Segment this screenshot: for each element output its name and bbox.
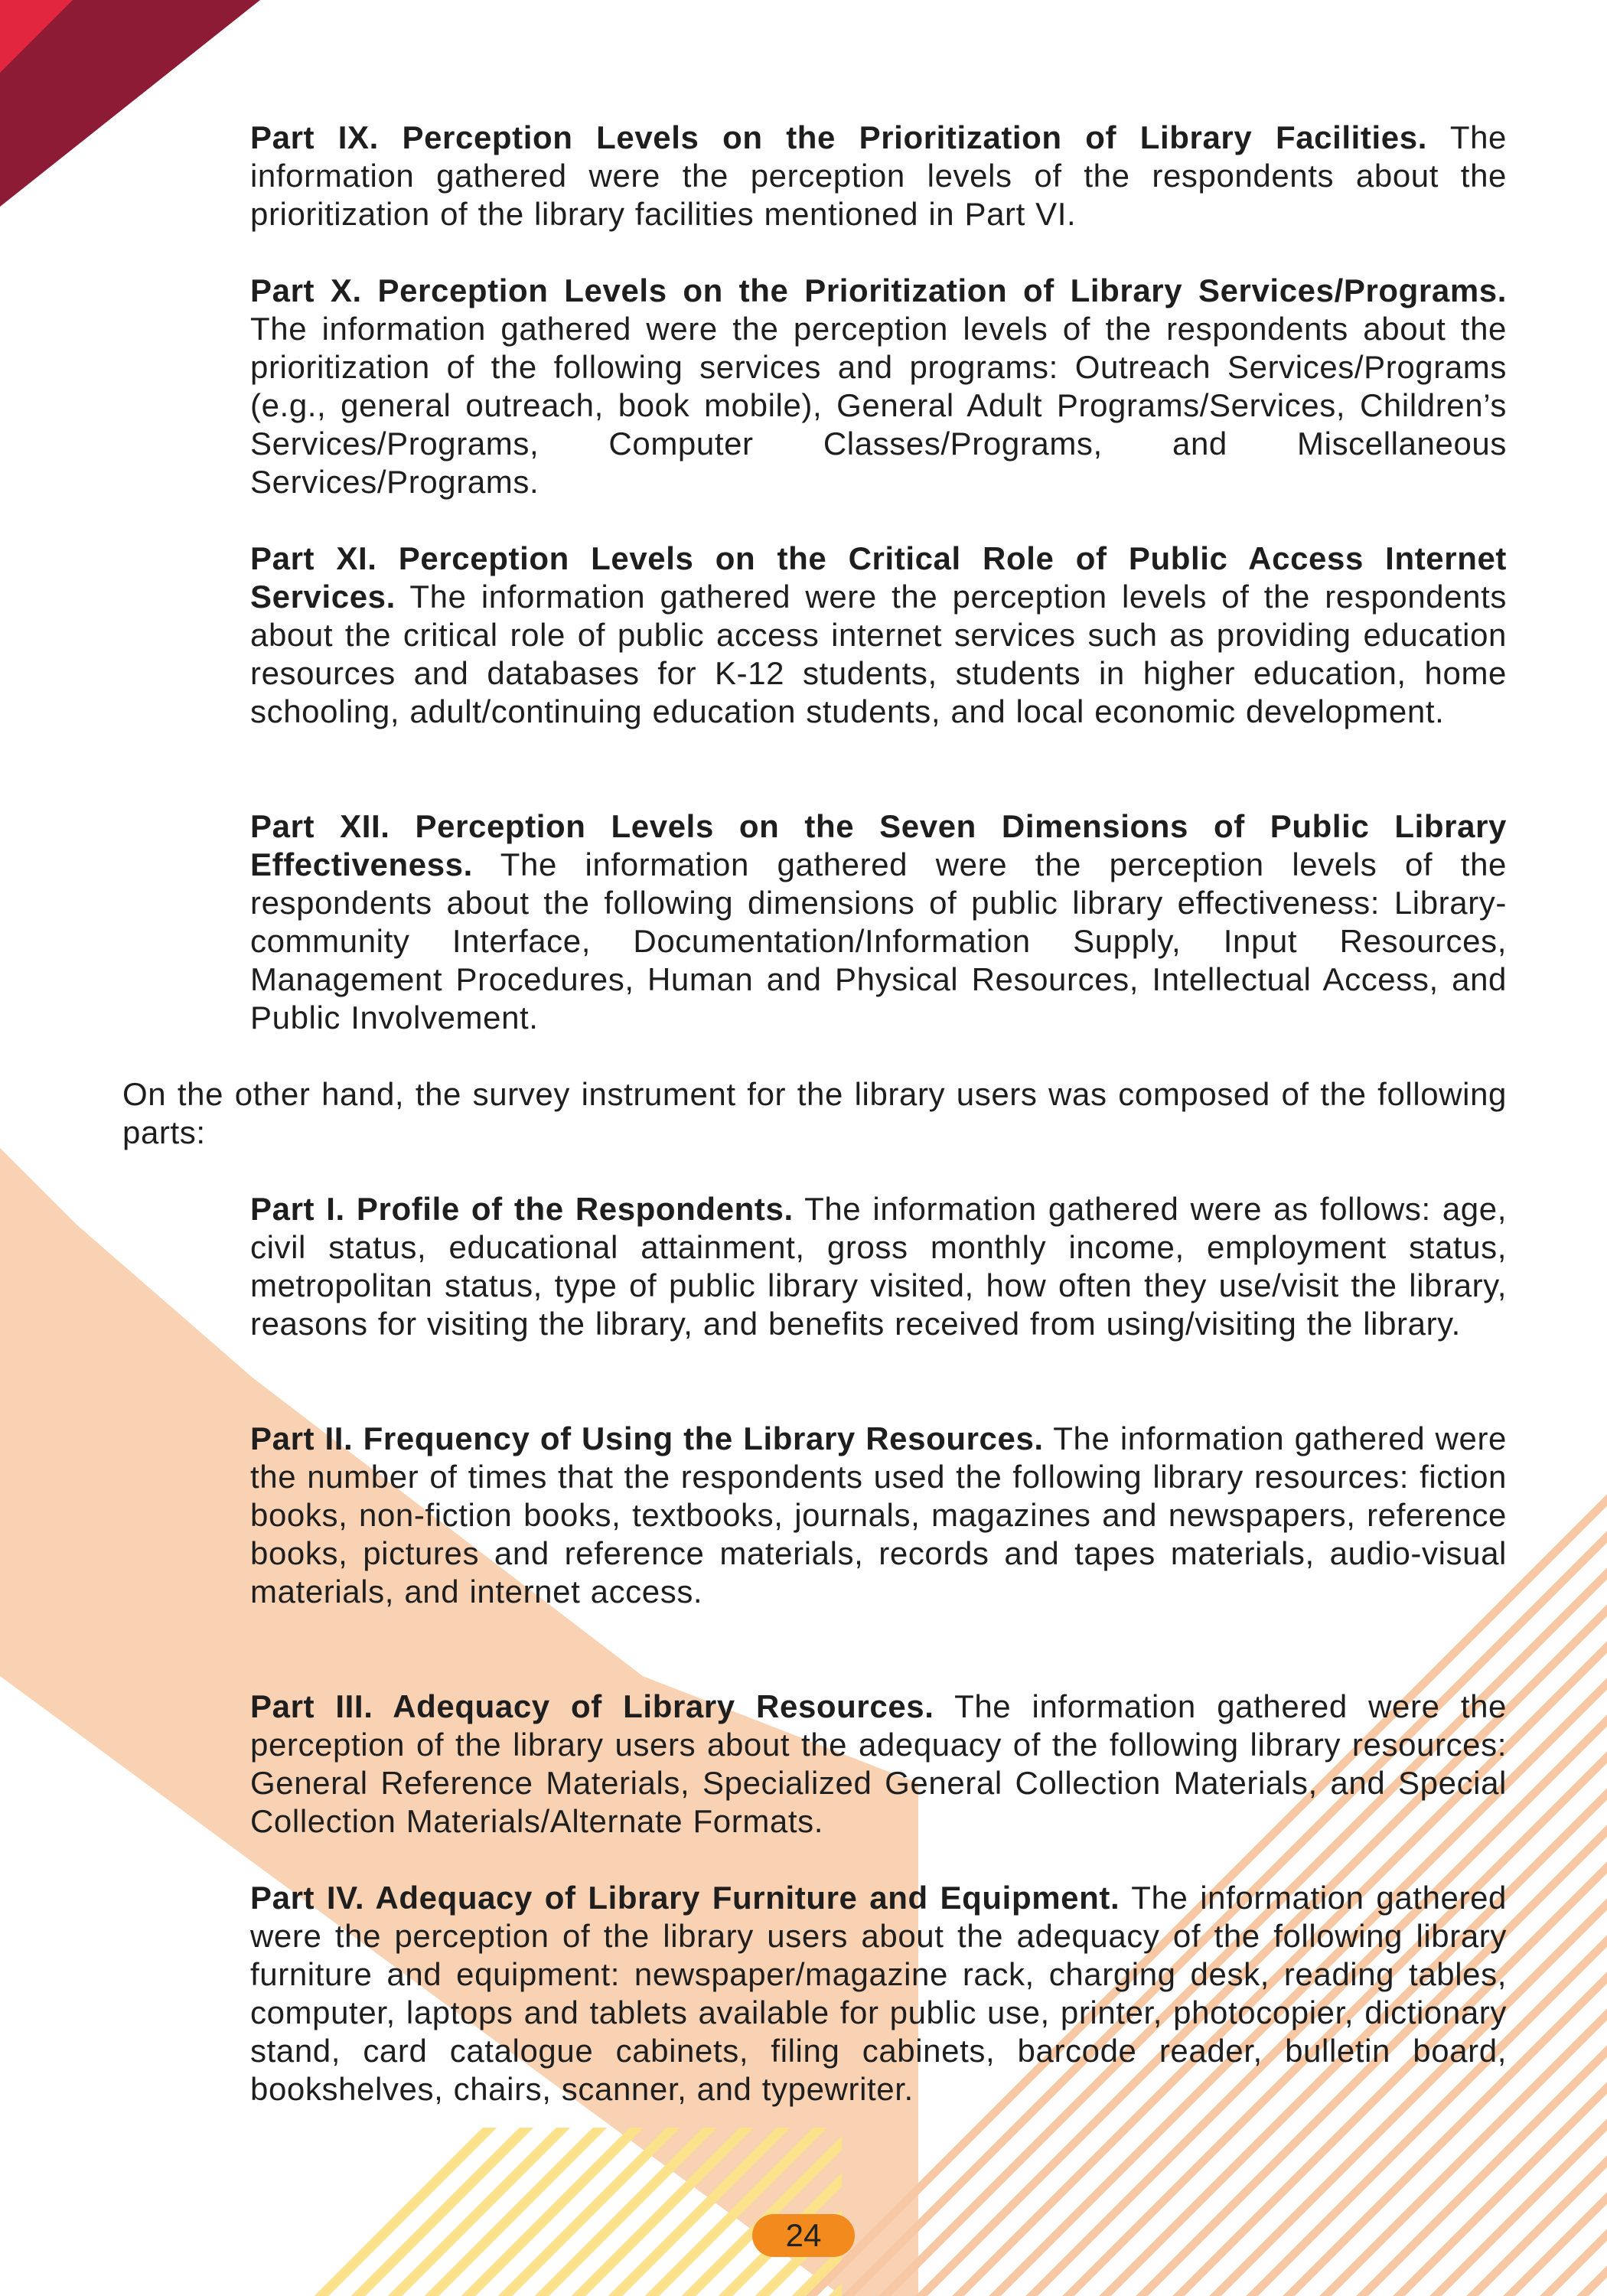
section-heading: Part XII. Perception Levels on the Seven Dimensions of Public Library Effectiveness. xyxy=(250,808,1507,882)
section-part-xi xyxy=(250,540,1507,731)
section-body: The information gathered were the perception levels of the respondents about the prioritization of the library facilities mentioned in Part VI. xyxy=(250,119,1508,232)
section-heading: Part III. Adequacy of Library Resources. xyxy=(250,1688,934,1724)
section-part-x xyxy=(250,272,1507,501)
section-user-part-iv xyxy=(250,1879,1507,2108)
section-body: The information gathered were as follows: age, civil status, educational attainment, gross monthly income, employment status, metropolitan status, type of public library visited, how often they use/visit the library, reasons for visiting the library, and benefits received from using/visiting the library. xyxy=(250,1191,1507,1342)
section-heading: Part IV. Adequacy of Library Furniture and Equipment. xyxy=(250,1880,1120,1916)
page-number-badge: 24 xyxy=(752,2214,855,2257)
user-survey-intro: On the other hand, the survey instrument for the library users was composed of the following parts: xyxy=(122,1076,1507,1150)
section-user-part-ii xyxy=(250,1420,1507,1611)
section-heading: Part IX. Perception Levels on the Prioritization of Library Facilities. xyxy=(250,119,1427,155)
section-body: The information gathered were the perception levels of the respondents about the prioritization of the following services and programs: Outreach Services/Programs (e.g., general outreach, book mobile), General Adult Programs/Services, Children’s Services/Programs, Computer Classes/Programs, and Miscellaneous Services/Programs. xyxy=(250,311,1507,500)
section-heading: Part X. Perception Levels on the Prioritization of Library Services/Programs. xyxy=(250,272,1507,308)
section-body: The information gathered were the perception of the library users about the adequacy of the following library resources: General Reference Materials, Specialized General Collection Materials, and Special Collection Materials/Alternate Formats. xyxy=(250,1688,1508,1839)
section-body: The information gathered were the number of times that the respondents used the following library resources: fiction books, non-fiction books, textbooks, journals, magazines and newspapers, reference books, pictures and reference materials, records and tapes materials, audio-visual materials, and internet access. xyxy=(250,1420,1507,1609)
section-heading: Part II. Frequency of Using the Library Resources. xyxy=(250,1420,1044,1456)
section-heading: Part XI. Perception Levels on the Critical Role of Public Access Internet Services. xyxy=(250,540,1507,615)
section-user-part-i xyxy=(250,1190,1507,1343)
section-part-xii xyxy=(250,807,1507,1037)
section-body: The information gathered were the perception levels of the respondents about the critical role of public access internet services such as providing education resources and databases for K-12 students, students in higher education, home schooling, adult/continuing education students, and local economic development. xyxy=(250,579,1507,729)
section-user-part-iii xyxy=(250,1688,1507,1841)
section-body: The information gathered were the perception of the library users about the adequacy of the following library furniture and equipment: newspaper/magazine rack, charging desk, reading tables, computer, laptops and tablets available for public use, printer, photocopier, dictionary stand, card catalogue cabinets, filing cabinets, barcode reader, bulletin board, bookshelves, chairs, scanner, and typewriter. xyxy=(250,1880,1507,2107)
section-heading: Part I. Profile of the Respondents. xyxy=(250,1191,794,1227)
section-body: The information gathered were the perception levels of the respondents about the following dimensions of public library effectiveness: Library-community Interface, Documentation/Information Supply, Input Resources, Management Procedures, Human and Physical Resources, Intellectual Access, and Public Involvement. xyxy=(250,846,1507,1035)
section-part-ix xyxy=(250,119,1507,233)
